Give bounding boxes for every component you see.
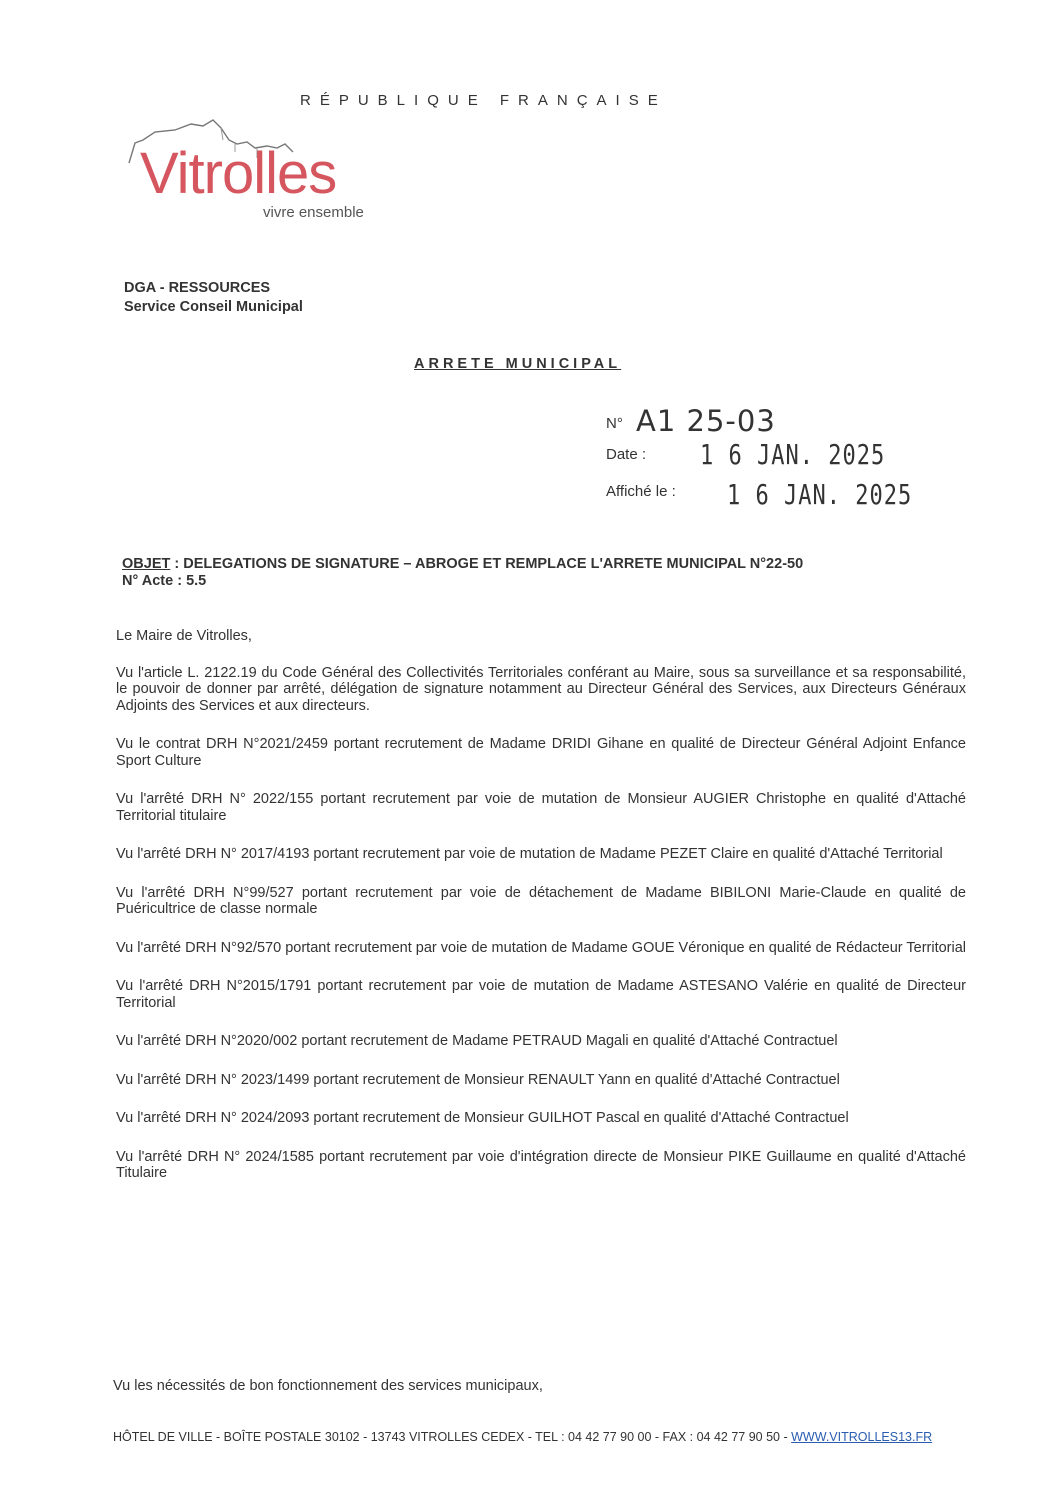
consideration-paragraph: Vu l'arrêté DRH N°92/570 portant recrutement par voie de mutation de Madame GOUE Véronique en qualité de Rédacteur Territorial (116, 939, 967, 956)
footer-address (113, 1430, 932, 1444)
consideration-paragraph: Vu l'article L. 2122.19 du Code Général des Collectivités Territoriales conférant au Maire, sous sa surveillance et sa responsabilité, le pouvoir de donner par arrêté, délégation de signature notamment au Directeur Général des Services, aux Directeurs Généraux Adjoints des Services et aux directeurs. (116, 664, 966, 714)
number-value: A1 25-03 (636, 404, 776, 438)
number-label: N° (606, 415, 623, 432)
date-stamp: 1 6 JAN. 2025 (700, 440, 886, 472)
objet-block (122, 556, 803, 590)
consideration-paragraph: Vu le contrat DRH N°2021/2459 portant recrutement de Madame DRIDI Gihane en qualité de Directeur Général Adjoint Enfance Sport Culture (116, 736, 966, 769)
vitrolles-logo: Vitrolles (140, 141, 337, 206)
consideration-paragraph: Vu l'arrêté DRH N° 2024/2093 portant recrutement de Monsieur GUILHOT Pascal en qualité d'Attaché Contractuel (116, 1110, 849, 1126)
consideration-paragraph: Vu l'arrêté DRH N° 2017/4193 portant recrutement par voie de mutation de Madame PEZET Claire en qualité d'Attaché Territorial (116, 846, 943, 862)
necessites-line: Vu les nécessités de bon fonctionnement des services municipaux, (113, 1378, 543, 1394)
footer-contact: HÔTEL DE VILLE - BOÎTE POSTALE 30102 - 13743 VITROLLES CEDEX - TEL : 04 42 77 90 00 - FAX : 04 42 77 90 50 - (113, 1430, 792, 1444)
consideration-paragraph: Vu l'arrêté DRH N°99/527 portant recrutement par voie de détachement de Madame BIBILONI Marie-Claude en qualité de Puéricultrice de classe normale (116, 884, 966, 917)
logo-tagline: vivre ensemble (263, 204, 364, 221)
consideration-paragraph: Vu l'arrêté DRH N° 2023/1499 portant recrutement de Monsieur RENAULT Yann en qualité d'Attaché Contractuel (116, 1071, 840, 1088)
consideration-paragraph: Vu l'arrêté DRH N° 2022/155 portant recrutement par voie de mutation de Monsieur AUGIER Christophe en qualité d'Attaché Territorial titulaire (116, 791, 966, 824)
consideration-paragraph: Vu l'arrêté DRH N°2015/1791 portant recrutement par voie de mutation de Madame ASTESANO Valérie en qualité de Directeur Territorial (116, 978, 966, 1011)
date-label: Date : (606, 446, 647, 463)
consideration-paragraph: Vu l'arrêté DRH N°2020/002 portant recrutement de Madame PETRAUD Magali en qualité d'Attaché Contractuel (116, 1033, 838, 1049)
republique-francaise-heading: RÉPUBLIQUE FRANÇAISE (300, 92, 667, 109)
document-body (116, 628, 966, 1204)
consideration-paragraph: Vu l'arrêté DRH N° 2024/1585 portant recrutement par voie d'intégration directe de Monsieur PIKE Guillaume en qualité d'Attaché Titulaire (116, 1148, 966, 1181)
document-title: ARRETE MUNICIPAL (414, 356, 622, 372)
affiche-stamp: 1 6 JAN. 2025 (727, 480, 913, 512)
department-name: DGA - RESSOURCES (124, 280, 271, 296)
service-name: Service Conseil Municipal (124, 299, 303, 315)
objet-text: : DELEGATIONS DE SIGNATURE – ABROGE ET REMPLACE L'ARRETE MUNICIPAL N°22-50 (170, 556, 804, 572)
objet-label: OBJET (122, 556, 171, 572)
website-link[interactable]: WWW.VITROLLES13.FR (791, 1430, 933, 1444)
acte-number: N° Acte : 5.5 (122, 573, 207, 589)
department-block (124, 279, 303, 317)
intro-line: Le Maire de Vitrolles, (116, 628, 252, 644)
affiche-label: Affiché le : (606, 483, 676, 500)
